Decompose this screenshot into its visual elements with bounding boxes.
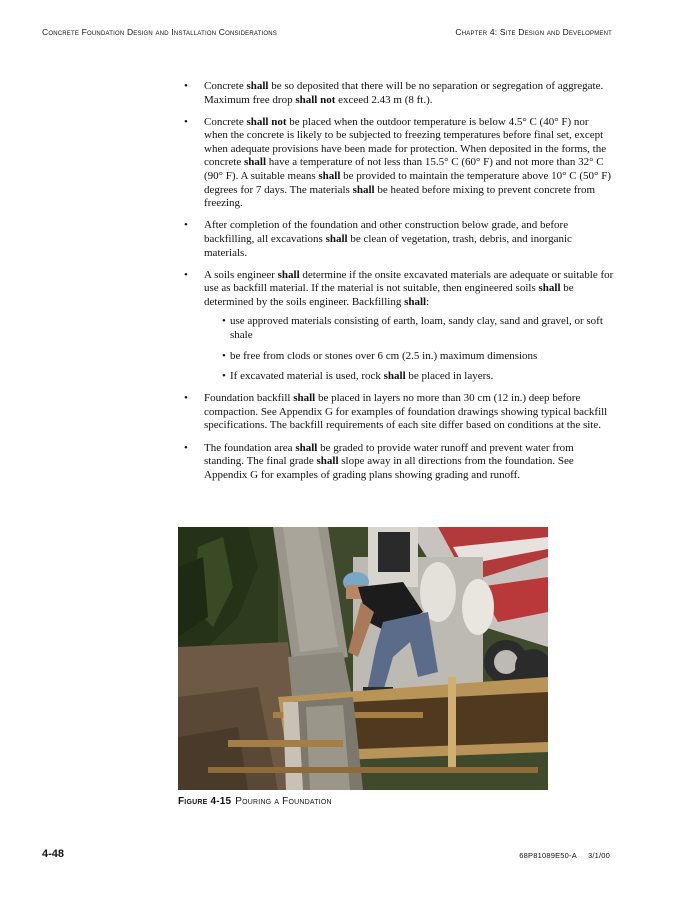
sub-bullet-free-from-clods: • be free from clods or stones over 6 cm (2.5 in.) maximum dimensions — [222, 350, 614, 364]
figure-caption — [178, 796, 332, 807]
bullet-concrete-deposit: • Concrete shall be so deposited that there will be no separation or segregation of aggregate. Maximum free drop shall not exceed 2.43 m (8 ft.). — [184, 80, 614, 107]
page-number: 4-48 — [42, 848, 65, 860]
figure-photo — [178, 527, 548, 790]
bullet-backfill-layers: • Foundation backfill shall be placed in layers no more than 30 cm (12 in.) deep before compaction. See Appendix G for examples of foundation drawings showing typical backfill specifications. The backfill requirements of each site differ based on conditions at the site. — [184, 392, 614, 433]
body-text — [184, 80, 614, 491]
sub-bullet-excavated-rock: • If excavated material is used, rock shall be placed in layers. — [222, 370, 614, 384]
bullet-temperature: • Concrete shall not be placed when the outdoor temperature is below 4.5° C (40° F) nor when the concrete is likely to be subjected to freezing temperatures before final set, except when adequate provisions have been made for protection. When deposited in the forms, the concrete shall have a temperature of not less than 15.5° C (60° F) and not more than 32° C (90° F). A suitable means shall be provided to maintain the temperature above 10° C (50° F) degrees for 7 days. The materials shall be heated before mixing to prevent concrete from freezing. — [184, 116, 614, 211]
figure-title: Pouring a Foundation — [235, 796, 332, 807]
running-header-left: Concrete Foundation Design and Installation Considerations — [42, 27, 277, 37]
bullet-grading: • The foundation area shall be graded to provide water runoff and prevent water from standing. The final grade shall slope away in all directions from the foundation. See Appendix G for examples of grading plans showing grading and runoff. — [184, 442, 614, 483]
bullet-excavation-clean: • After completion of the foundation and other construction below grade, and before backfilling, all excavations shall be clean of vegetation, trash, debris, and inorganic materials. — [184, 219, 614, 260]
bullet-soils-engineer: • A soils engineer shall determine if the onsite excavated materials are adequate or suitable for use as backfill material. If the material is not suitable, then engineered soils shall be determined by the soils engineer. Backfilling shall: • use approved materials consisting of earth, loam, sandy clay, sand and gravel, or soft shale • be free from clods or stones over 6 cm (2.5 in.) maximum dimensions • If excavated material is used, rock shall be placed in layers. — [184, 269, 614, 384]
figure-label: Figure 4-15 — [178, 796, 232, 807]
running-header-right: Chapter 4: Site Design and Development — [455, 27, 612, 37]
document-id: 68P81089E50-A 3/1/00 — [519, 851, 610, 860]
sub-bullet-approved-materials: • use approved materials consisting of earth, loam, sandy clay, sand and gravel, or soft shale — [222, 315, 614, 342]
